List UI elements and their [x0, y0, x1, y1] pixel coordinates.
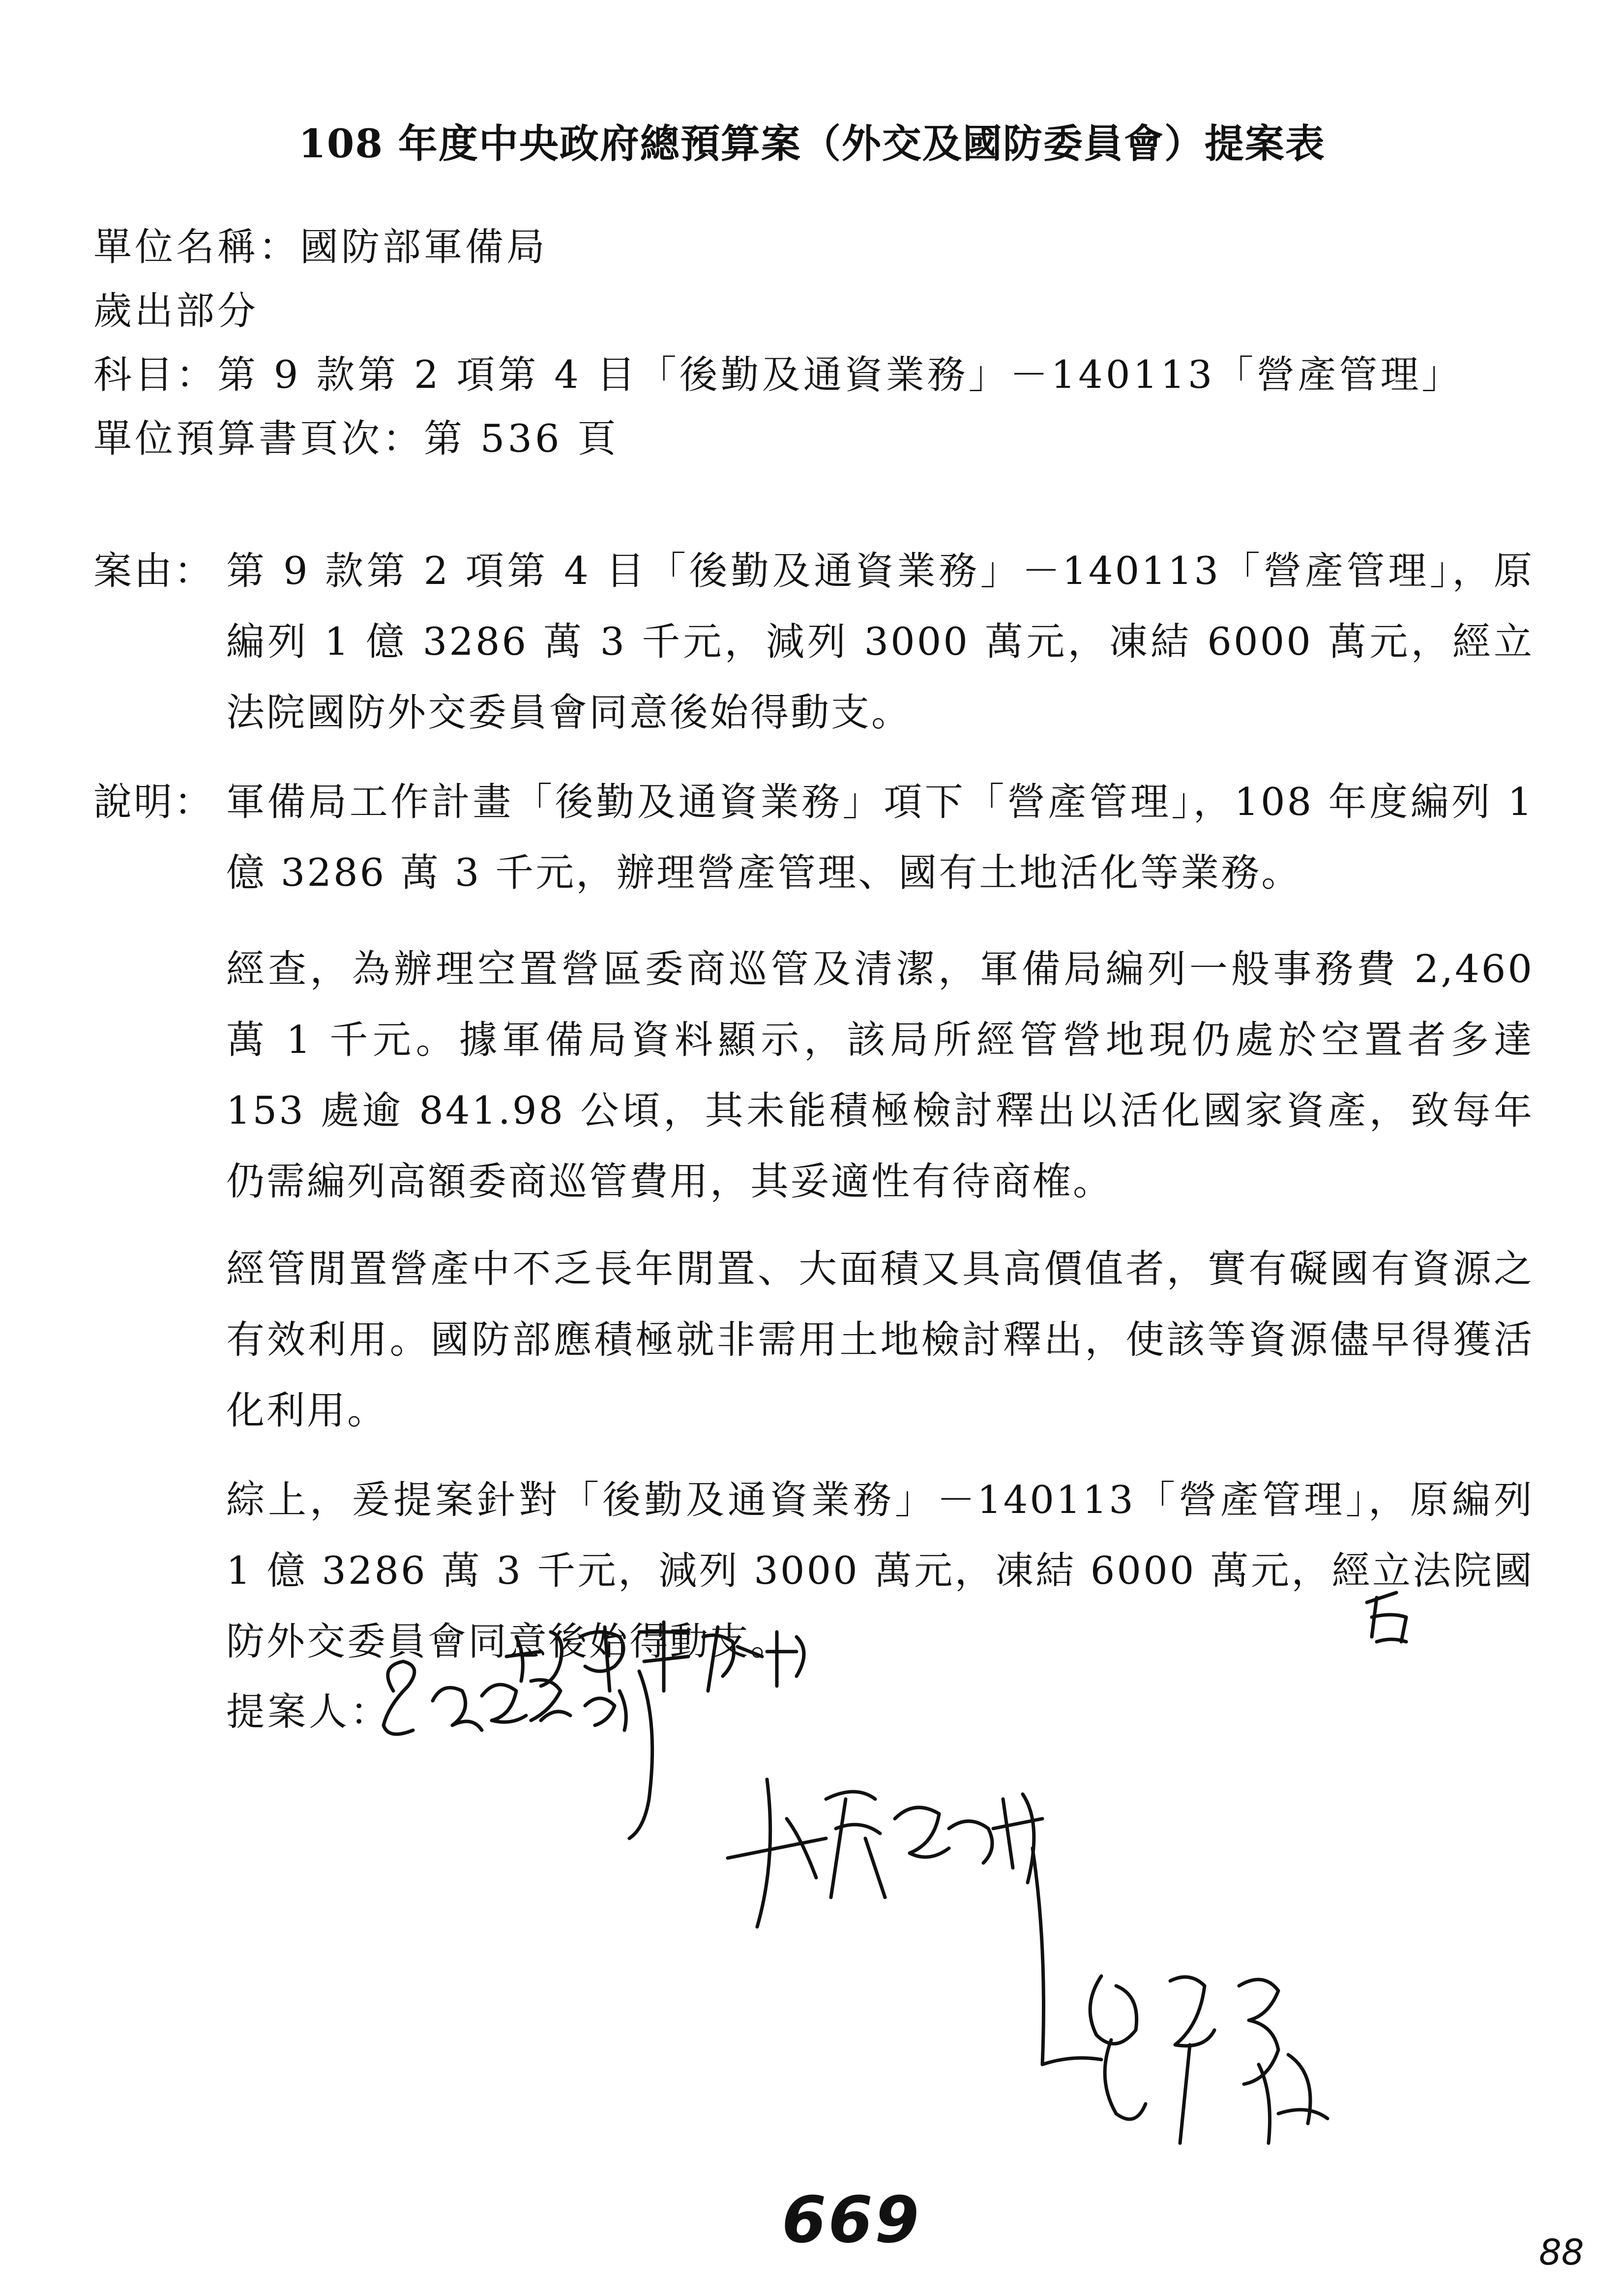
- unit-name: 單位名稱：國防部軍備局: [93, 225, 548, 269]
- budget-page-reference: 單位預算書頁次：第 536 頁: [93, 417, 619, 461]
- document-title: 108 年度中央政府總預算案（外交及國防委員會）提案表: [298, 120, 1326, 167]
- explanation-block: [93, 767, 1534, 908]
- explanation-text: 軍備局工作計畫「後勤及通資業務」項下「營產管理」，108 年度編列 1 億 3286 萬 3 千元，辦理營產管理、國有土地活化等業務。: [226, 780, 1534, 895]
- explanation-paragraph-2: 經管閒置營產中不乏長年閒置、大面積又具高價值者，實有礙國有資源之有效利用。國防部應積極就非需用土地檢討釋出，使該等資源儘早得獲活化利用。: [226, 1247, 1534, 1433]
- section-label: 歲出部分: [93, 289, 259, 333]
- explanation-label: 說明：: [93, 780, 215, 824]
- case-reason-label: 案由：: [93, 549, 215, 593]
- handwritten-page-number: 669: [782, 2182, 921, 2257]
- proposer-label: 提案人：: [226, 1690, 392, 1734]
- case-reason-text: 第 9 款第 2 項第 4 目「後勤及通資業務」－140113「營產管理」，原編列 1 億 3286 萬 3 千元，減列 3000 萬元，凍結 6000 萬元，經立法院國防外交委員會同意後始得動支。: [226, 549, 1534, 735]
- explanation-paragraph-3: 綜上，爰提案針對「後勤及通資業務」－140113「營產管理」，原編列 1 億 3286 萬 3 千元，減列 3000 萬元，凍結 6000 萬元，經立法院國防外交委員會同意後始得動支。: [226, 1478, 1534, 1664]
- budget-subject: 科目：第 9 款第 2 項第 4 目「後勤及通資業務」－140113「營產管理」: [93, 353, 1463, 397]
- explanation-paragraph-1: 經查，為辦理空置營區委商巡管及清潔，軍備局編列一般事務費 2,460 萬 1 千元。據軍備局資料顯示，該局所經管營地現仍處於空置者多達 153 處逾 841.98 公頃，其未能積極檢討釋出以活化國家資產，致每年仍需編列高額委商巡管費用，其妥適性有待商榷。: [226, 947, 1534, 1204]
- case-reason-block: [93, 536, 1534, 748]
- corner-page-number: 88: [1539, 2232, 1584, 2273]
